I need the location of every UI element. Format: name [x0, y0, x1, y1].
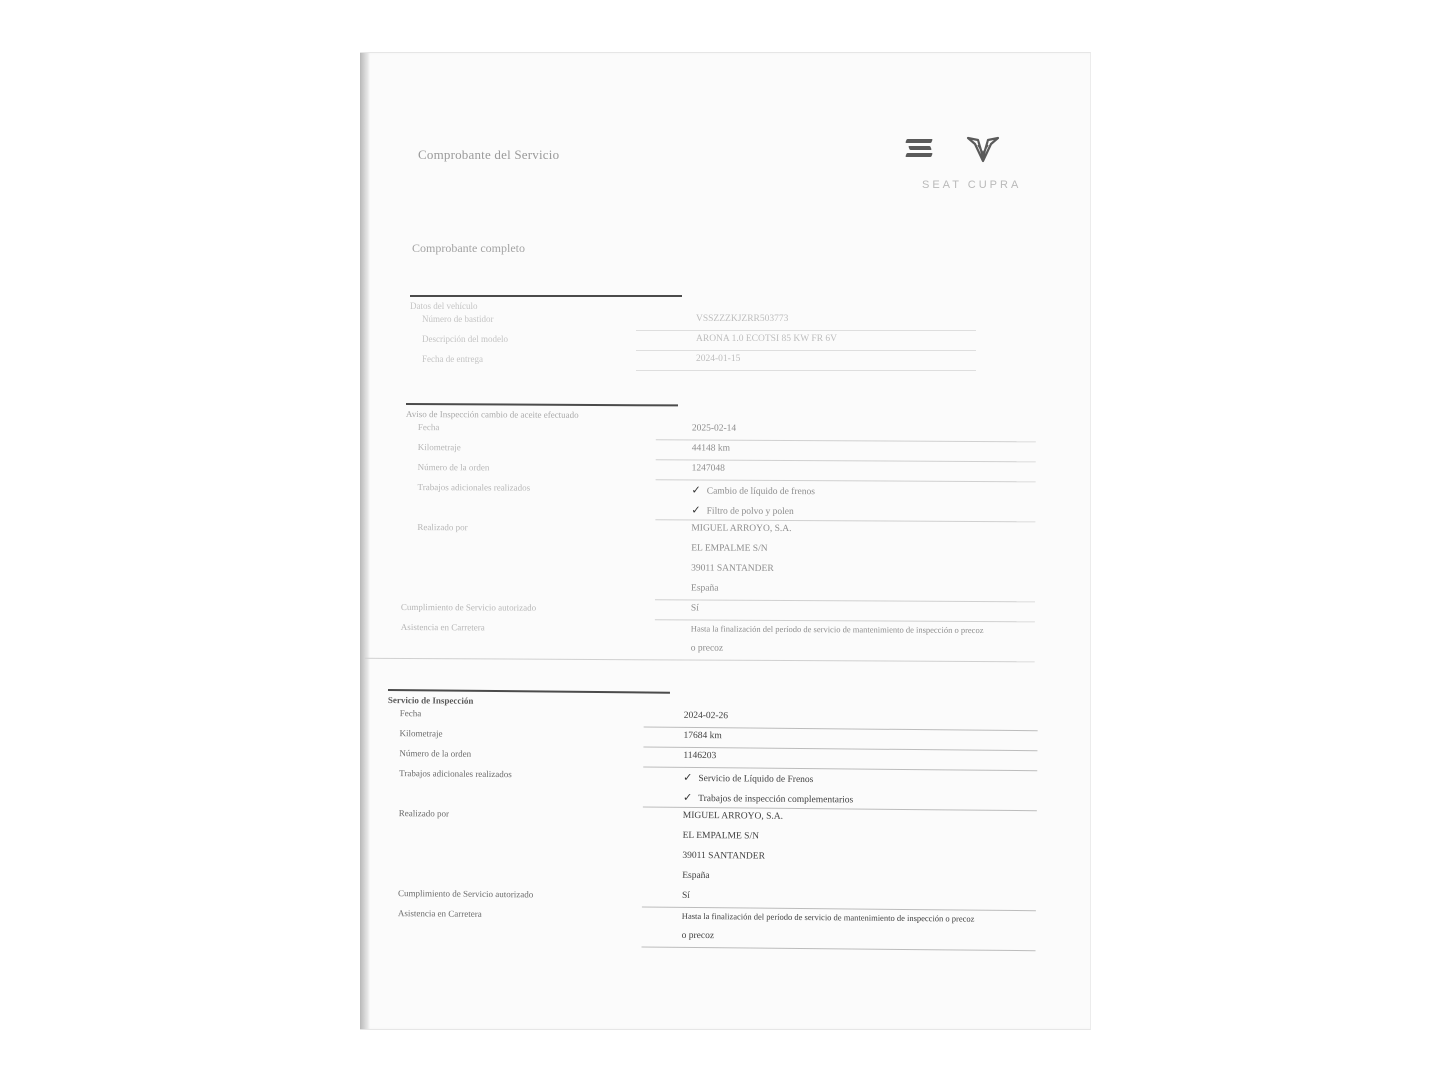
- row-value: 2024-02-26: [683, 710, 729, 722]
- row-value: ✓ Trabajos de inspección complementarios: [682, 791, 854, 806]
- section-title: Aviso de Inspección cambio de aceite efectuado: [405, 408, 579, 420]
- scanned-document-page: [360, 52, 1091, 1030]
- checkmark-icon: ✓: [683, 771, 693, 784]
- row-value: España: [682, 870, 710, 882]
- row-label: Fecha: [399, 708, 422, 719]
- row-value: 1146203: [683, 750, 717, 762]
- document-title: Comprobante del Servicio: [418, 147, 560, 162]
- row-value: MIGUEL ARROYO, S.A.: [682, 810, 784, 822]
- row-value: 2025-02-14: [691, 423, 737, 434]
- section-rule: [388, 689, 670, 694]
- checkmark-icon: ✓: [691, 504, 701, 517]
- section-rule: [406, 403, 678, 406]
- inspection-section-1: [400, 403, 1046, 662]
- row-value: 44148 km: [691, 443, 731, 454]
- row-value: 1247048: [691, 463, 725, 474]
- row-label: Fecha: [417, 422, 440, 433]
- row-label: Número de la orden: [417, 462, 490, 473]
- row-value: EL EMPALME S/N: [682, 830, 760, 842]
- row-value: ARONA 1.0 ECOTSI 85 KW FR 6V: [696, 334, 838, 344]
- row-label: Número de bastidor: [422, 314, 494, 324]
- row-value: 17684 km: [683, 730, 722, 742]
- row-value: VSSZZZKJZRR503773: [696, 314, 789, 324]
- row-value: Sí: [690, 603, 699, 614]
- row-label: Kilometraje: [417, 442, 461, 453]
- vehicle-section: [410, 295, 970, 371]
- brand-logos: [906, 135, 1022, 195]
- table-row: [410, 331, 970, 351]
- row-value: MIGUEL ARROYO, S.A.: [691, 523, 792, 535]
- row-label: Cumplimiento de Servicio autorizado: [400, 601, 537, 613]
- brand-text: SEAT CUPRA: [922, 179, 1022, 191]
- section-rule: [410, 295, 682, 297]
- row-value: 39011 SANTANDER: [691, 563, 774, 574]
- checkmark-icon: ✓: [682, 791, 693, 804]
- row-label: Cumplimiento de Servicio autorizado: [397, 888, 534, 900]
- cupra-logo-icon: [966, 135, 1000, 163]
- row-label: Realizado por: [417, 522, 468, 533]
- row-value: Sí: [681, 890, 691, 901]
- row-value: España: [691, 583, 719, 594]
- row-label: Trabajos adicionales realizados: [399, 768, 512, 780]
- section-title: Datos del vehículo: [410, 301, 478, 311]
- row-label: Número de la orden: [399, 748, 472, 759]
- table-row: [410, 311, 970, 331]
- row-value: 2024-01-15: [696, 354, 741, 364]
- row-label: Kilometraje: [399, 728, 443, 739]
- row-value: Hasta la finalización del período de servicio de mantenimiento de inspección o precoz: [690, 623, 984, 636]
- document-subtitle: Comprobante completo: [412, 241, 525, 255]
- row-value: o precoz: [681, 930, 715, 942]
- row-label: Realizado por: [398, 808, 450, 819]
- row-value: 39011 SANTANDER: [682, 850, 766, 862]
- row-value: Hasta la finalización del período de servicio de mantenimiento de inspección o precoz: [681, 910, 975, 924]
- row-label: Asistencia en Carretera: [400, 621, 485, 633]
- row-value: ✓ Filtro de polvo y polen: [691, 504, 794, 518]
- inspection-section-2: [386, 689, 1048, 951]
- row-label: Fecha de entrega: [422, 354, 483, 364]
- row-label: Trabajos adicionales realizados: [417, 482, 531, 493]
- checkmark-icon: ✓: [691, 484, 701, 497]
- table-row: [405, 639, 1045, 662]
- row-label: Asistencia en Carretera: [397, 908, 482, 919]
- section-title: Servicio de Inspección: [387, 694, 474, 706]
- row-value: ✓ Servicio de Líquido de Frenos: [683, 771, 814, 786]
- table-row: [410, 351, 970, 371]
- seat-logo-icon: [906, 139, 934, 161]
- row-label: Descripción del modelo: [422, 334, 508, 344]
- row-value: EL EMPALME S/N: [691, 543, 768, 554]
- row-value: ✓ Cambio de líquido de frenos: [691, 484, 815, 498]
- row-value: o precoz: [690, 643, 724, 654]
